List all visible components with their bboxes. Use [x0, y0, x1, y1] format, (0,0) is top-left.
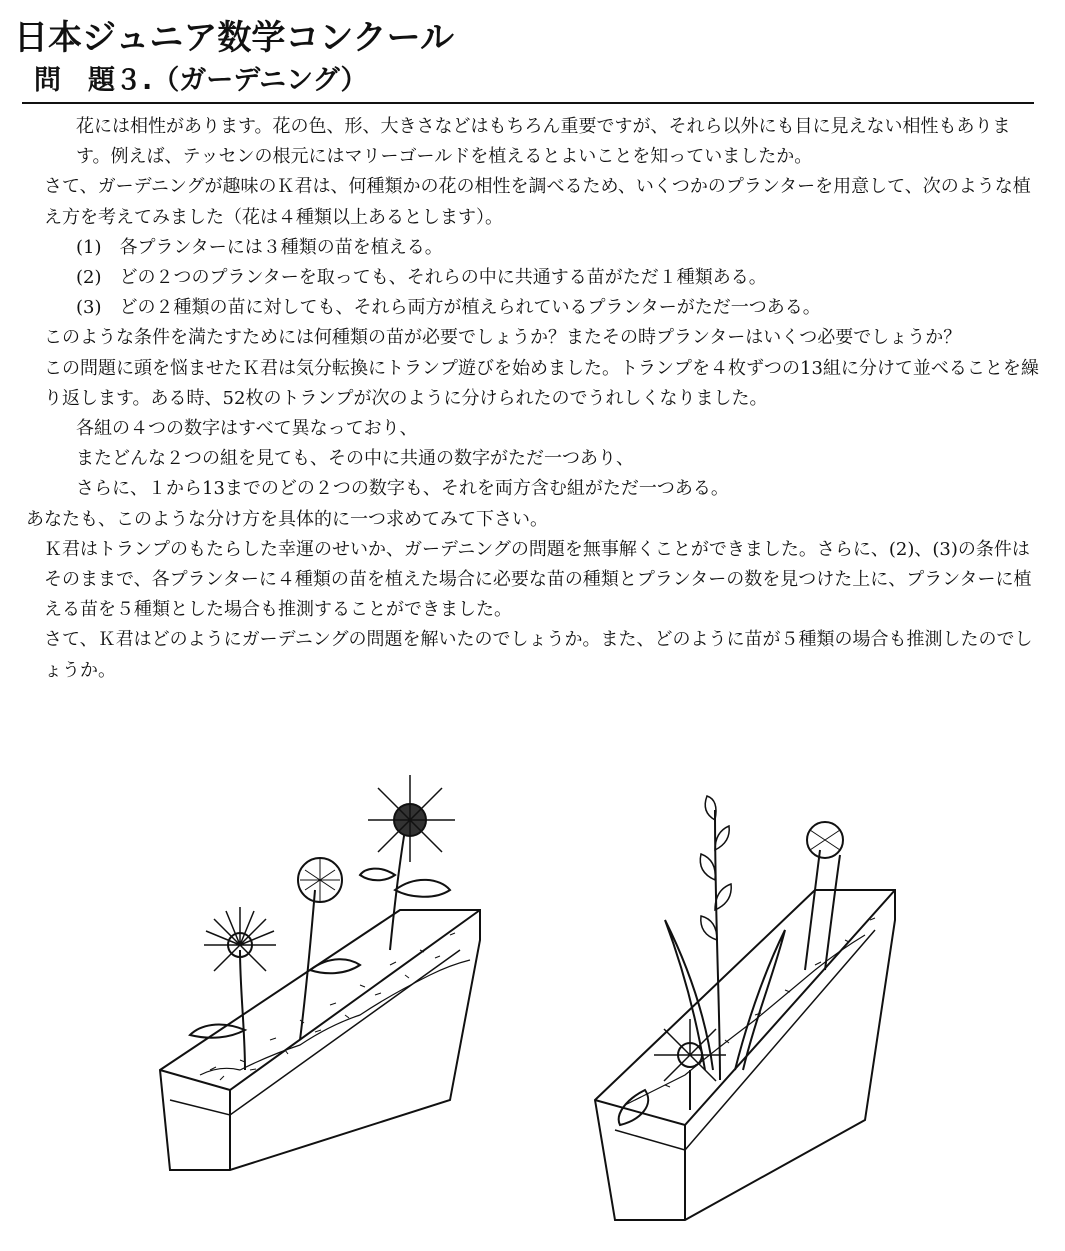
paragraph-cards: この問題に頭を悩ませたＫ君は気分転換にトランプ遊びを始めました。トランプを４枚ずつの13組に分けて並べることを繰り返します。ある時、52枚のトランプが次のように分けられたのでうれしくなりました。 [44, 357, 1039, 409]
condition-3: (3) どの２種類の苗に対しても、それら両方が植えられているプランターがただ一つある。 [76, 297, 821, 319]
paragraph-setup: さて、ガーデニングが趣味のＫ君は、何種類かの花の相性を調べるため、いくつかのプランターを用意して、次のような植え方を考えてみました（花は４種類以上あるとします）。 [44, 176, 1031, 228]
card-condition-3: さらに、１から13までのどの２つの数字も、それを両方含む組がただ一つある。 [76, 478, 729, 500]
paragraph-task: あなたも、このような分け方を具体的に一つ求めてみて下さい。 [26, 508, 548, 530]
card-condition-1: 各組の４つの数字はすべて異なっており、 [76, 418, 418, 440]
paragraph-final-question: さて、Ｋ君はどのようにガーデニングの問題を解いたのでしょうか。また、どのように苗が５種類の場合も推測したのでしょうか。 [44, 629, 1033, 681]
paragraph-question: このような条件を満たすためには何種類の苗が必要でしょうか？またその時プランターはいくつ必要でしょうか？ [44, 327, 962, 349]
problem-heading: 問 題３.（ガーデニング） [34, 65, 368, 96]
planter-left-illustration [150, 770, 490, 1170]
paragraph-extension: Ｋ君はトランプのもたらした幸運のせいか、ガーデニングの問題を無事解くことができました。さらに、(2)、(3)の条件はそのままで、各プランターに４種類の苗を植えた場合に必要な苗の種類とプランターの数を見つけた上に、プランターに植える苗を５種類とした場合も推測することができました。 [44, 538, 1032, 621]
condition-1: (1) 各プランターには３種類の苗を植える。 [76, 236, 443, 258]
heading-rule [22, 102, 1034, 104]
problem-body [26, 112, 1041, 686]
condition-2: (2) どの２つのプランターを取っても、それらの中に共通する苗がただ１種類ある。 [76, 267, 767, 289]
paragraph-intro: 花には相性があります。花の色、形、大きさなどはもちろん重要ですが、それら以外にも目に見えない相性もあります。例えば、テッセンの根元にはマリーゴールドを植えるとよいことを知っていましたか。 [76, 116, 1011, 168]
planter-right-illustration [585, 770, 905, 1220]
header-title: 日本ジュニア数学コンクール [14, 18, 454, 58]
card-condition-2: またどんな２つの組を見ても、その中に共通の数字がただ一つあり、 [76, 448, 634, 470]
